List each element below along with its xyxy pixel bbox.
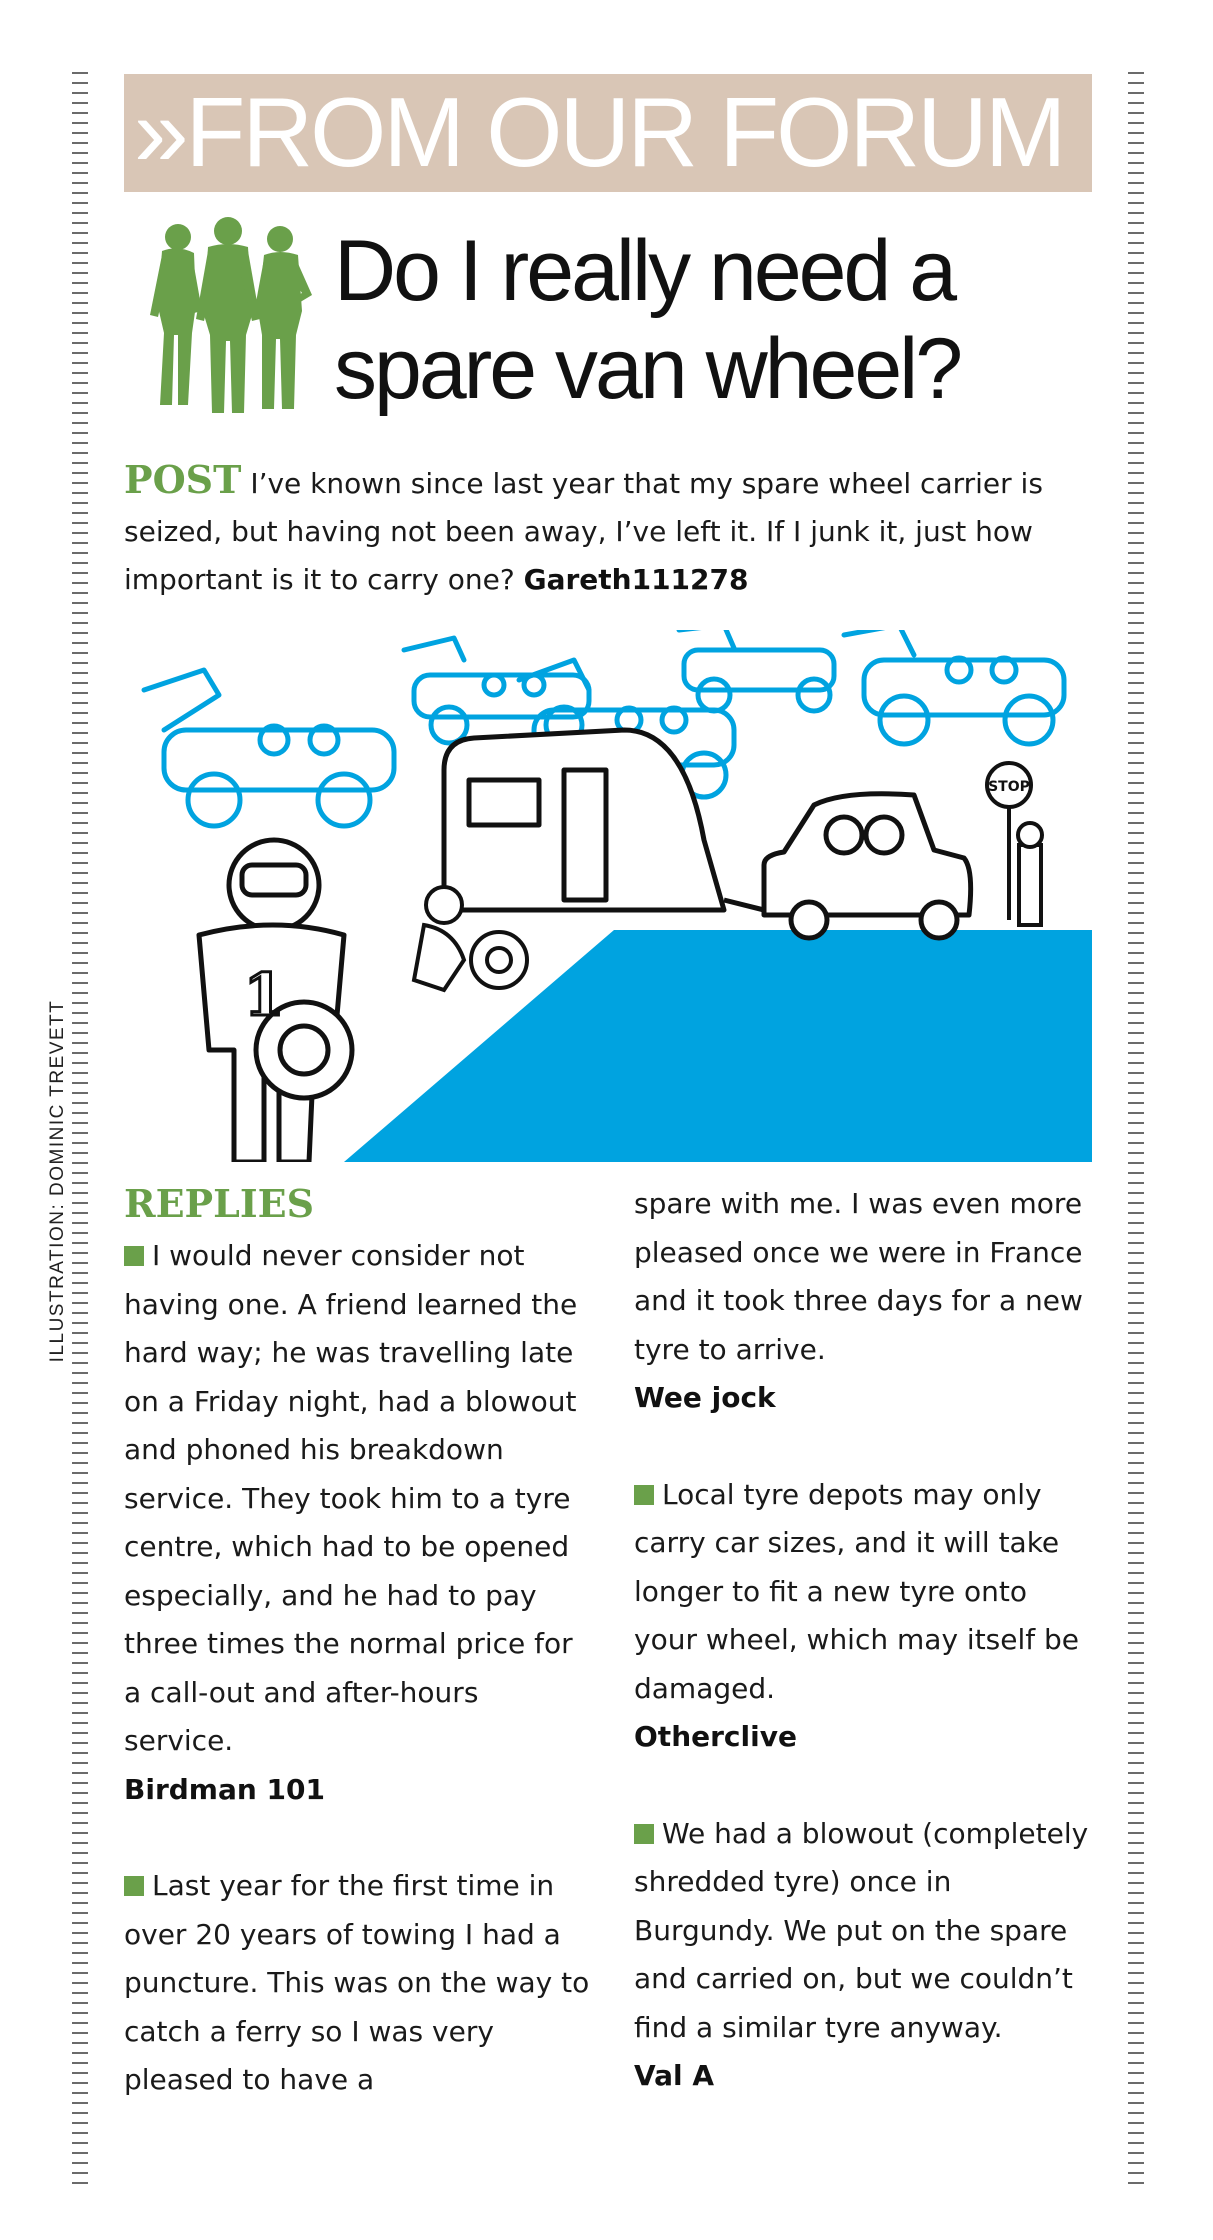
headline-line-1: Do I really need a <box>334 223 955 319</box>
race-car-sketch-2 <box>404 638 589 743</box>
headline-line-2: spare van wheel? <box>334 321 961 417</box>
reply-text: We had a blowout (completely shredded tyre) once in Burgundy. We put on the spare and carried on, but we couldn’t find a similar tyre anyway. <box>634 1816 1089 2044</box>
reply-3 <box>634 1471 1094 1762</box>
reply-text: spare with me. I was even more pleased once we were in France and it took three days for a new tyre to arrive. <box>634 1187 1083 1366</box>
driver-number: 1 <box>243 961 285 1029</box>
replies-label: REPLIES <box>124 1181 315 1226</box>
left-ruler-border <box>72 72 88 2184</box>
reply-2-part-2 <box>634 1180 1094 1423</box>
race-car-sketch-4 <box>679 630 834 711</box>
car <box>764 794 971 938</box>
post-label: POST <box>124 457 242 502</box>
reply-author: Val A <box>634 2059 715 2092</box>
stop-sign-text: STOP <box>988 779 1030 795</box>
illustration-credit: ILLUSTRATION: DOMINIC TREVETT <box>47 999 68 1363</box>
forum-people-icon <box>140 215 315 420</box>
right-ruler-border <box>1128 72 1144 2184</box>
reply-4 <box>634 1810 1094 2101</box>
illustration <box>124 630 1092 1162</box>
section-banner-title: »FROM OUR FORUM <box>134 77 1064 187</box>
reply-text: Last year for the first time in over 20 years of towing I had a puncture. This was on the way to catch a ferry so I was very pleased to have a <box>124 1869 590 2096</box>
reply-text: I would never consider not having one. A friend learned the hard way; he was travelling late on a Friday night, had a blowout and phoned his breakdown service. They took him to a tyre centre, which had to be opened especially, and he had to pay three times the normal price for a call-out and after-hours service. <box>124 1239 578 1757</box>
race-car-sketch-5 <box>844 630 1064 744</box>
reply-2-part-1 <box>124 1862 594 2105</box>
reply-1 <box>124 1232 594 1814</box>
post-author: Gareth111278 <box>523 563 749 596</box>
section-banner <box>124 74 1092 192</box>
bullet-square-icon <box>634 1824 654 1844</box>
reply-text: Local tyre depots may only carry car sizes, and it will take longer to fit a new tyre onto your wheel, which may itself be damaged. <box>634 1477 1080 1705</box>
reply-author: Wee jock <box>634 1381 776 1414</box>
reply-author: Otherclive <box>634 1720 797 1753</box>
forum-post <box>124 456 1114 604</box>
bullet-square-icon <box>634 1485 654 1505</box>
race-car-sketch-1 <box>144 670 394 826</box>
headline <box>334 222 960 418</box>
reply-author: Birdman 101 <box>124 1772 325 1806</box>
bullet-square-icon <box>124 1876 144 1896</box>
replies-column-right <box>634 1180 1094 2149</box>
post-text: I’ve known since last year that my spare wheel carrier is seized, but having not been away, I’ve left it. If I junk it, just how important is it to carry one? <box>124 467 1043 596</box>
replies-column-left <box>124 1180 594 2153</box>
bullet-square-icon <box>124 1246 144 1266</box>
